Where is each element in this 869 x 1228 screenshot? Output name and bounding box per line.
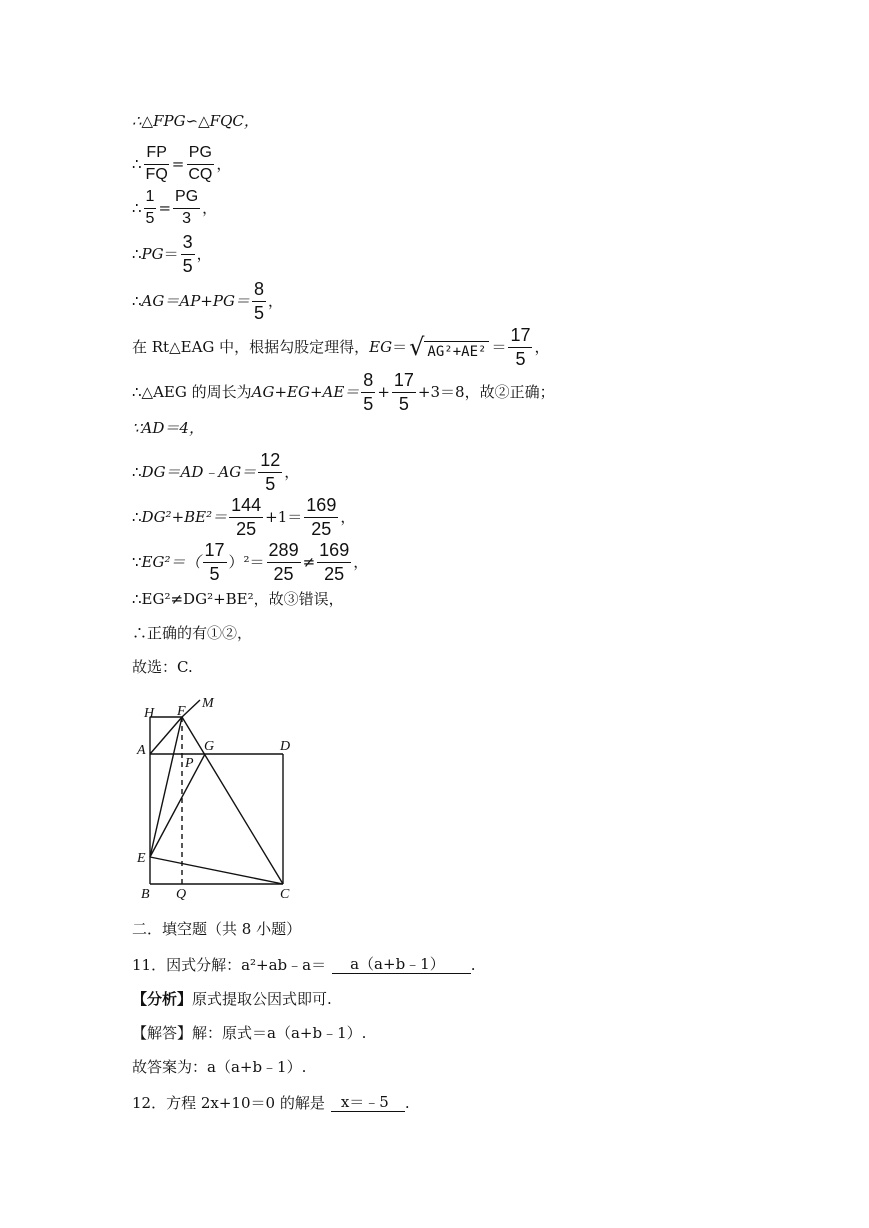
- radical-icon: √: [409, 333, 425, 362]
- statement-text: 在 Rt△EAG 中，根据勾股定理得，: [132, 337, 370, 356]
- step-similar-triangles: [132, 114, 259, 129]
- label-q: Q: [176, 887, 187, 902]
- fraction: [258, 451, 282, 494]
- solution-tag: 【解答】: [132, 1024, 193, 1042]
- segment-ec: [150, 857, 283, 884]
- denominator: FQ: [145, 165, 168, 183]
- answer-blank: a（a+b﹣1）: [332, 957, 471, 974]
- punctuation: ，: [196, 244, 212, 263]
- numerator: 1: [144, 189, 157, 209]
- equals-sign: ＝: [491, 337, 507, 356]
- numerator: 8: [252, 280, 266, 302]
- geometry-figure: [130, 692, 310, 902]
- fraction: [144, 189, 157, 228]
- numerator: 8: [361, 371, 375, 393]
- numerator: 169: [317, 541, 351, 563]
- step-correct-list: [132, 626, 252, 641]
- equals-sign: ＝: [163, 244, 179, 263]
- statement-text: ∴△AEG 的周长为: [132, 382, 252, 401]
- step-text: ∵AD＝4，: [132, 419, 204, 437]
- analysis-line: [132, 992, 332, 1007]
- question-text: 12．方程 2x+10＝0 的解是: [132, 1094, 325, 1112]
- punctuation: ，: [353, 552, 369, 571]
- step-dg-value: [132, 451, 299, 494]
- denominator: 5: [145, 209, 155, 227]
- step-answer-choice: [132, 660, 193, 675]
- fraction: [304, 496, 338, 539]
- therefore-symbol: ∴: [132, 198, 142, 217]
- fraction: [252, 280, 266, 323]
- segment-fc: [182, 717, 283, 884]
- variable: EG: [369, 337, 393, 356]
- denominator: 5: [515, 348, 526, 369]
- question-11: [132, 957, 476, 974]
- step-ag-value: [132, 280, 283, 323]
- punctuation: ，: [202, 198, 218, 217]
- numerator: 289: [267, 541, 301, 563]
- step-ad-value: [132, 421, 204, 436]
- because-symbol: ∵: [132, 552, 142, 571]
- label-b: B: [141, 887, 150, 902]
- variable: PG: [141, 244, 164, 263]
- denominator: 25: [273, 563, 294, 584]
- denominator: 25: [236, 518, 257, 539]
- punctuation: .: [470, 956, 476, 974]
- segment-eg: [150, 754, 205, 857]
- step-conclusion-3: [132, 592, 344, 607]
- equals-sign: =: [158, 198, 172, 217]
- question-12: [132, 1095, 410, 1112]
- fraction: [267, 541, 301, 584]
- label-p: P: [185, 756, 194, 771]
- radicand: AG²+AE²: [424, 341, 489, 359]
- denominator: 5: [253, 302, 264, 323]
- expression: ）²＝: [228, 552, 265, 571]
- not-equal-sign: ≠: [302, 552, 316, 571]
- section-heading: [132, 922, 301, 937]
- step-pythagoras: [132, 326, 550, 369]
- label-c: C: [280, 887, 290, 902]
- numerator: FP: [144, 145, 168, 165]
- fraction: [508, 326, 532, 369]
- numerator: 17: [203, 541, 227, 563]
- therefore-symbol: ∴: [132, 462, 142, 481]
- fraction: [203, 541, 227, 584]
- numerator: 17: [508, 326, 532, 348]
- therefore-symbol: ∴: [132, 244, 142, 263]
- step-ratio-2: [132, 189, 217, 228]
- numerator: 3: [181, 233, 195, 255]
- question-text: 11．因式分解：a²+ab﹣a＝: [132, 956, 327, 974]
- label-g: G: [204, 739, 215, 754]
- fraction: [181, 233, 195, 276]
- fraction: [229, 496, 263, 539]
- heading-text: 二．填空题（共 8 小题）: [132, 920, 302, 938]
- therefore-symbol: ∴: [132, 154, 142, 173]
- final-text: 故答案为：a（a+b﹣1）.: [132, 1058, 307, 1076]
- fraction: [392, 371, 416, 414]
- square-root: [409, 333, 489, 362]
- solution-line: [132, 1026, 366, 1041]
- punctuation: ，: [267, 291, 283, 310]
- analysis-text: 原式提取公因式即可.: [192, 990, 332, 1008]
- step-dg-be-squares: [132, 496, 355, 539]
- punctuation: ，: [216, 154, 232, 173]
- statement-text: +3＝8，故②正确；: [417, 382, 555, 401]
- punctuation: .: [404, 1094, 410, 1112]
- denominator: CQ: [188, 165, 213, 183]
- step-text: ∴EG²≠DG²+BE²，故③错误，: [132, 590, 344, 608]
- numerator: 12: [258, 451, 282, 473]
- denominator: 5: [182, 255, 193, 276]
- numerator: 17: [392, 371, 416, 393]
- therefore-symbol: ∴: [132, 507, 142, 526]
- expression: AG+EG+AE＝: [251, 382, 360, 401]
- plus-sign: +: [377, 382, 390, 401]
- fraction: [317, 541, 351, 584]
- punctuation: ，: [284, 462, 300, 481]
- answer-blank: x＝﹣5: [331, 1095, 405, 1112]
- expression: AG＝AP+PG＝: [141, 291, 250, 310]
- numerator: 144: [229, 496, 263, 518]
- step-eg-square: [132, 541, 368, 584]
- expression: DG＝AD﹣AG＝: [141, 462, 257, 481]
- label-m: M: [202, 696, 214, 711]
- fraction: [361, 371, 375, 414]
- punctuation: ，: [534, 337, 550, 356]
- step-text: ∴正确的有①②，: [132, 624, 253, 642]
- solution-text: 解：原式＝a（a+b﹣1）.: [192, 1024, 367, 1042]
- fraction: [173, 189, 200, 228]
- fraction: [186, 145, 214, 184]
- denominator: 5: [398, 393, 409, 414]
- segment-ef: [150, 717, 182, 857]
- expression: DG²+BE²＝: [141, 507, 228, 526]
- numerator: 169: [304, 496, 338, 518]
- denominator: 5: [209, 563, 220, 584]
- step-text: 故选：C.: [132, 658, 193, 676]
- expression: +1＝: [265, 507, 303, 526]
- label-a: A: [137, 743, 146, 758]
- label-h: H: [144, 706, 155, 721]
- step-ratio-1: [132, 145, 231, 184]
- denominator: 25: [324, 563, 345, 584]
- numerator: PG: [187, 145, 214, 165]
- therefore-symbol: ∴: [132, 291, 142, 310]
- denominator: 25: [311, 518, 332, 539]
- equals-sign: =: [171, 154, 185, 173]
- label-f: F: [177, 704, 186, 719]
- final-answer-line: [132, 1060, 306, 1075]
- label-e: E: [137, 851, 146, 866]
- analysis-tag: 【分析】: [132, 990, 193, 1008]
- label-d: D: [280, 739, 291, 754]
- punctuation: ，: [340, 507, 356, 526]
- fraction: [144, 145, 170, 184]
- step-text: ∴△FPG∽△FQC，: [132, 112, 259, 130]
- denominator: 5: [265, 473, 276, 494]
- expression: EG²＝（: [141, 552, 201, 571]
- step-perimeter: [132, 371, 555, 414]
- denominator: 5: [363, 393, 374, 414]
- step-pg-value: [132, 233, 212, 276]
- numerator: PG: [173, 189, 200, 209]
- equals-sign: ＝: [392, 337, 408, 356]
- denominator: 3: [182, 209, 192, 227]
